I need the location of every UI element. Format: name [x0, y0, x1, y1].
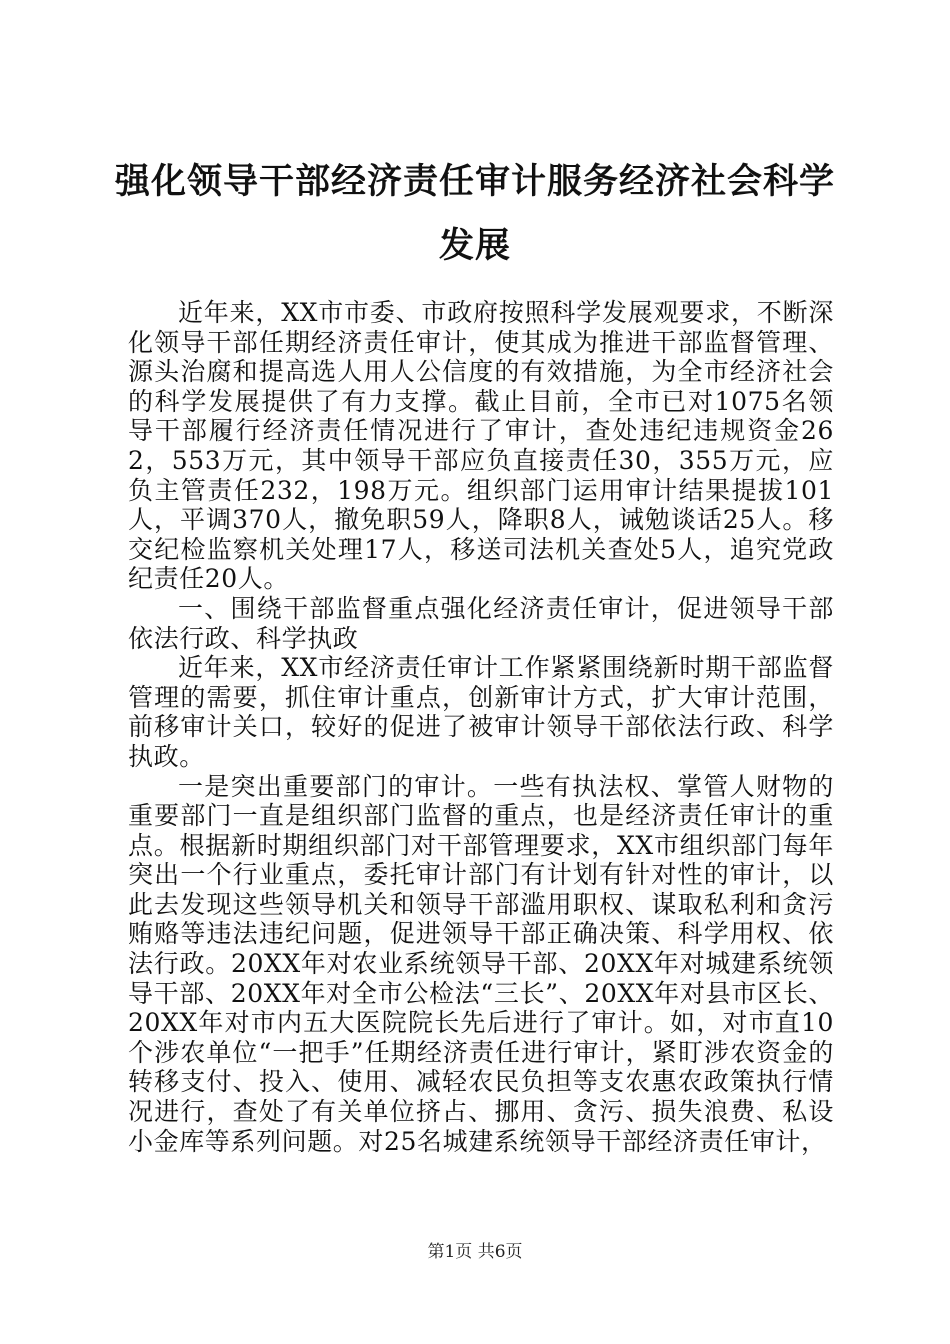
document-body	[128, 298, 834, 1156]
paragraph-point-1: 一是突出重要部门的审计。一些有执法权、掌管人财物的重要部门一直是组织部门监督的重点，也是经济责任审计的重点。根据新时期组织部门对干部管理要求，XX市组织部门每年突出一个行业重点，委托审计部门有计划有针对性的审计，以此去发现这些领导机关和领导干部滥用职权、谋取私利和贪污贿赂等违法违纪问题，促进领导干部正确决策、科学用权、依法行政。20XX年对农业系统领导干部、20XX年对城建系统领导干部、20XX年对全市公检法“三长”、20XX年对县市区长、20XX年对市内五大医院院长先后进行了审计。如，对市直10个涉农单位“一把手”任期经济责任进行审计，紧盯涉农资金的转移支付、投入、使用、减轻农民负担等支农惠农政策执行情况进行，查处了有关单位挤占、挪用、贪污、损失浪费、私设小金库等系列问题。对25名城建系统领导干部经济责任审计，	[128, 771, 834, 1156]
page-number-footer: 第1页 共6页	[427, 1242, 523, 1262]
paragraph-section-1-intro: 近年来，XX市经济责任审计工作紧紧围绕新时期干部监督管理的需要，抓住审计重点，创新审计方式，扩大审计范围，前移审计关口，较好的促进了被审计领导干部依法行政、科学执政。	[128, 653, 834, 771]
paragraph-intro: 近年来，XX市市委、市政府按照科学发展观要求，不断深化领导干部任期经济责任审计，使其成为推进干部监督管理、源头治腐和提高选人用人公信度的有效措施，为全市经济社会的科学发展提供了有力支撑。截止目前，全市已对1075名领导干部履行经济责任情况进行了审计，查处违纪违规资金262，553万元，其中领导干部应负直接责任30，355万元，应负主管责任232，198万元。组织部门运用审计结果提拔101人，平调370人，撤免职59人，降职8人，诫勉谈话25人。移交纪检监察机关处理17人，移送司法机关查处5人，追究党政纪责任20人。	[128, 298, 834, 594]
section-heading-1: 一、围绕干部监督重点强化经济责任审计，促进领导干部依法行政、科学执政	[128, 593, 834, 653]
document-title: 强化领导干部经济责任审计服务经济社会科学发展	[114, 162, 835, 266]
